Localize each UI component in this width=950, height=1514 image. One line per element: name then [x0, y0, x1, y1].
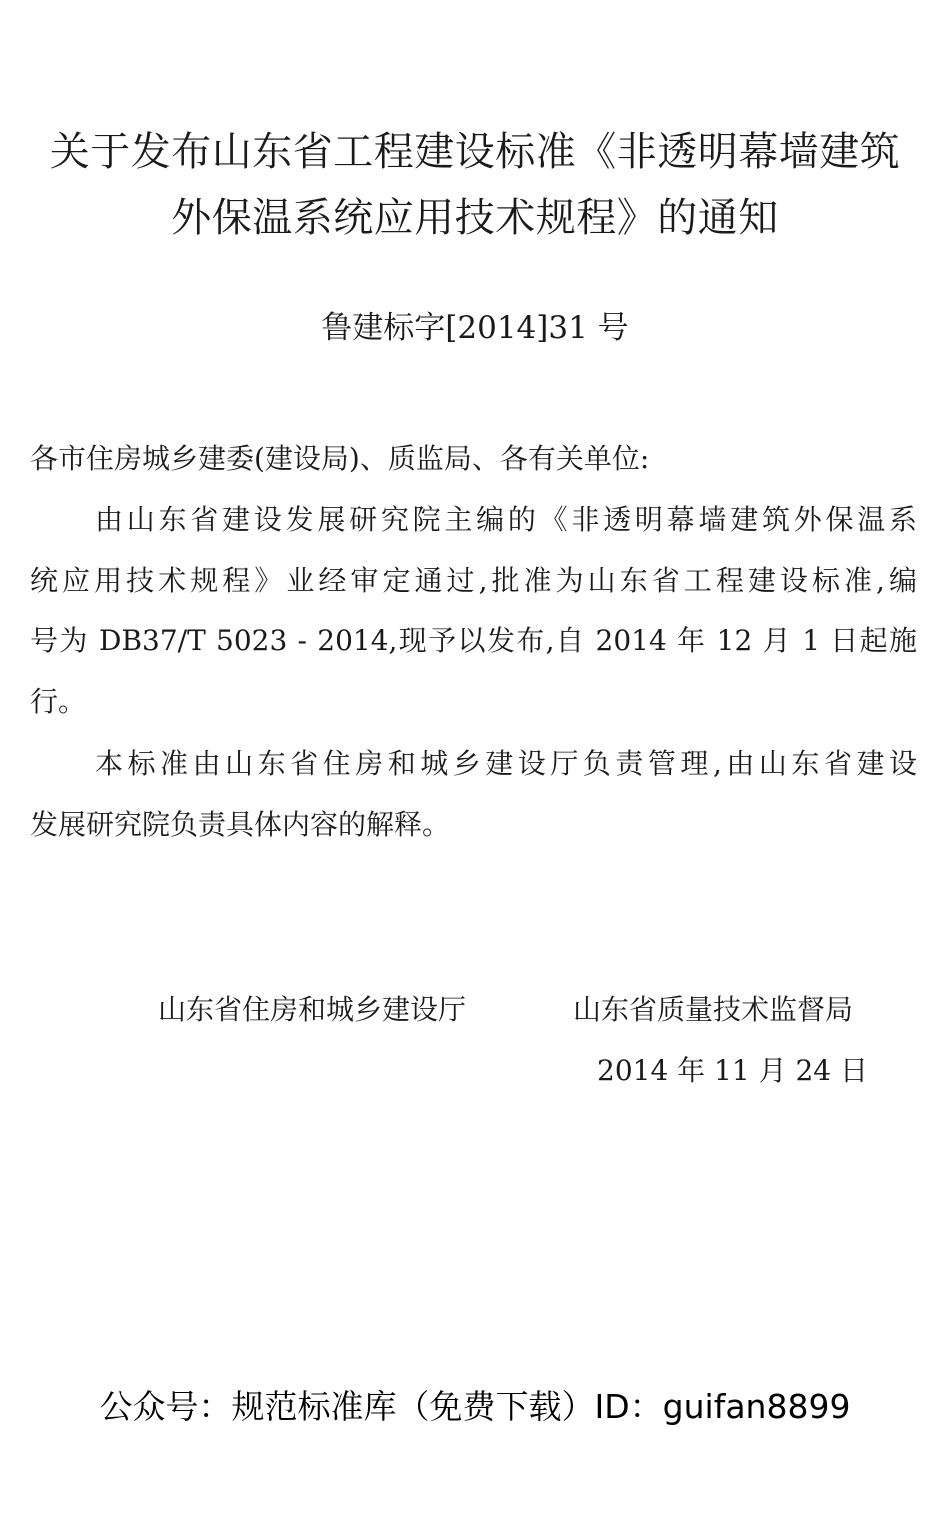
- issuer-quality-bureau: 山东省质量技术监督局: [573, 993, 854, 1026]
- paragraph-2-line-2: 发展研究院负责具体内容的解释。: [30, 808, 451, 841]
- issuer-housing-department: 山东省住房和城乡建设厅: [158, 993, 467, 1026]
- footer-watermark: 公众号：规范标准库（免费下载）ID：guifan8899: [99, 1387, 851, 1426]
- paragraph-1-line-3: 号为 DB37/T 5023 - 2014,现予以发布,自 2014 年 12 月 1 日起施: [30, 624, 917, 657]
- document-number: 鲁建标字[2014]31 号: [321, 310, 629, 346]
- paragraph-1-line-4: 行。: [30, 685, 87, 718]
- paragraph-2-line-1: 本标准由山东省住房和城乡建设厅负责管理,由山东省建设: [95, 747, 917, 780]
- issue-date: 2014 年 11 月 24 日: [597, 1054, 869, 1087]
- paragraph-1-line-1: 由山东省建设发展研究院主编的《非透明幕墙建筑外保温系: [95, 503, 917, 536]
- paragraph-1-line-2: 统应用技术规程》业经审定通过,批准为山东省工程建设标准,编: [30, 564, 917, 597]
- notice-title-line-2: 外保温系统应用技术规程》的通知: [171, 195, 779, 241]
- notice-title-line-1: 关于发布山东省工程建设标准《非透明幕墙建筑: [49, 129, 901, 175]
- salutation: 各市住房城乡建委(建设局)、质监局、各有关单位:: [30, 442, 650, 475]
